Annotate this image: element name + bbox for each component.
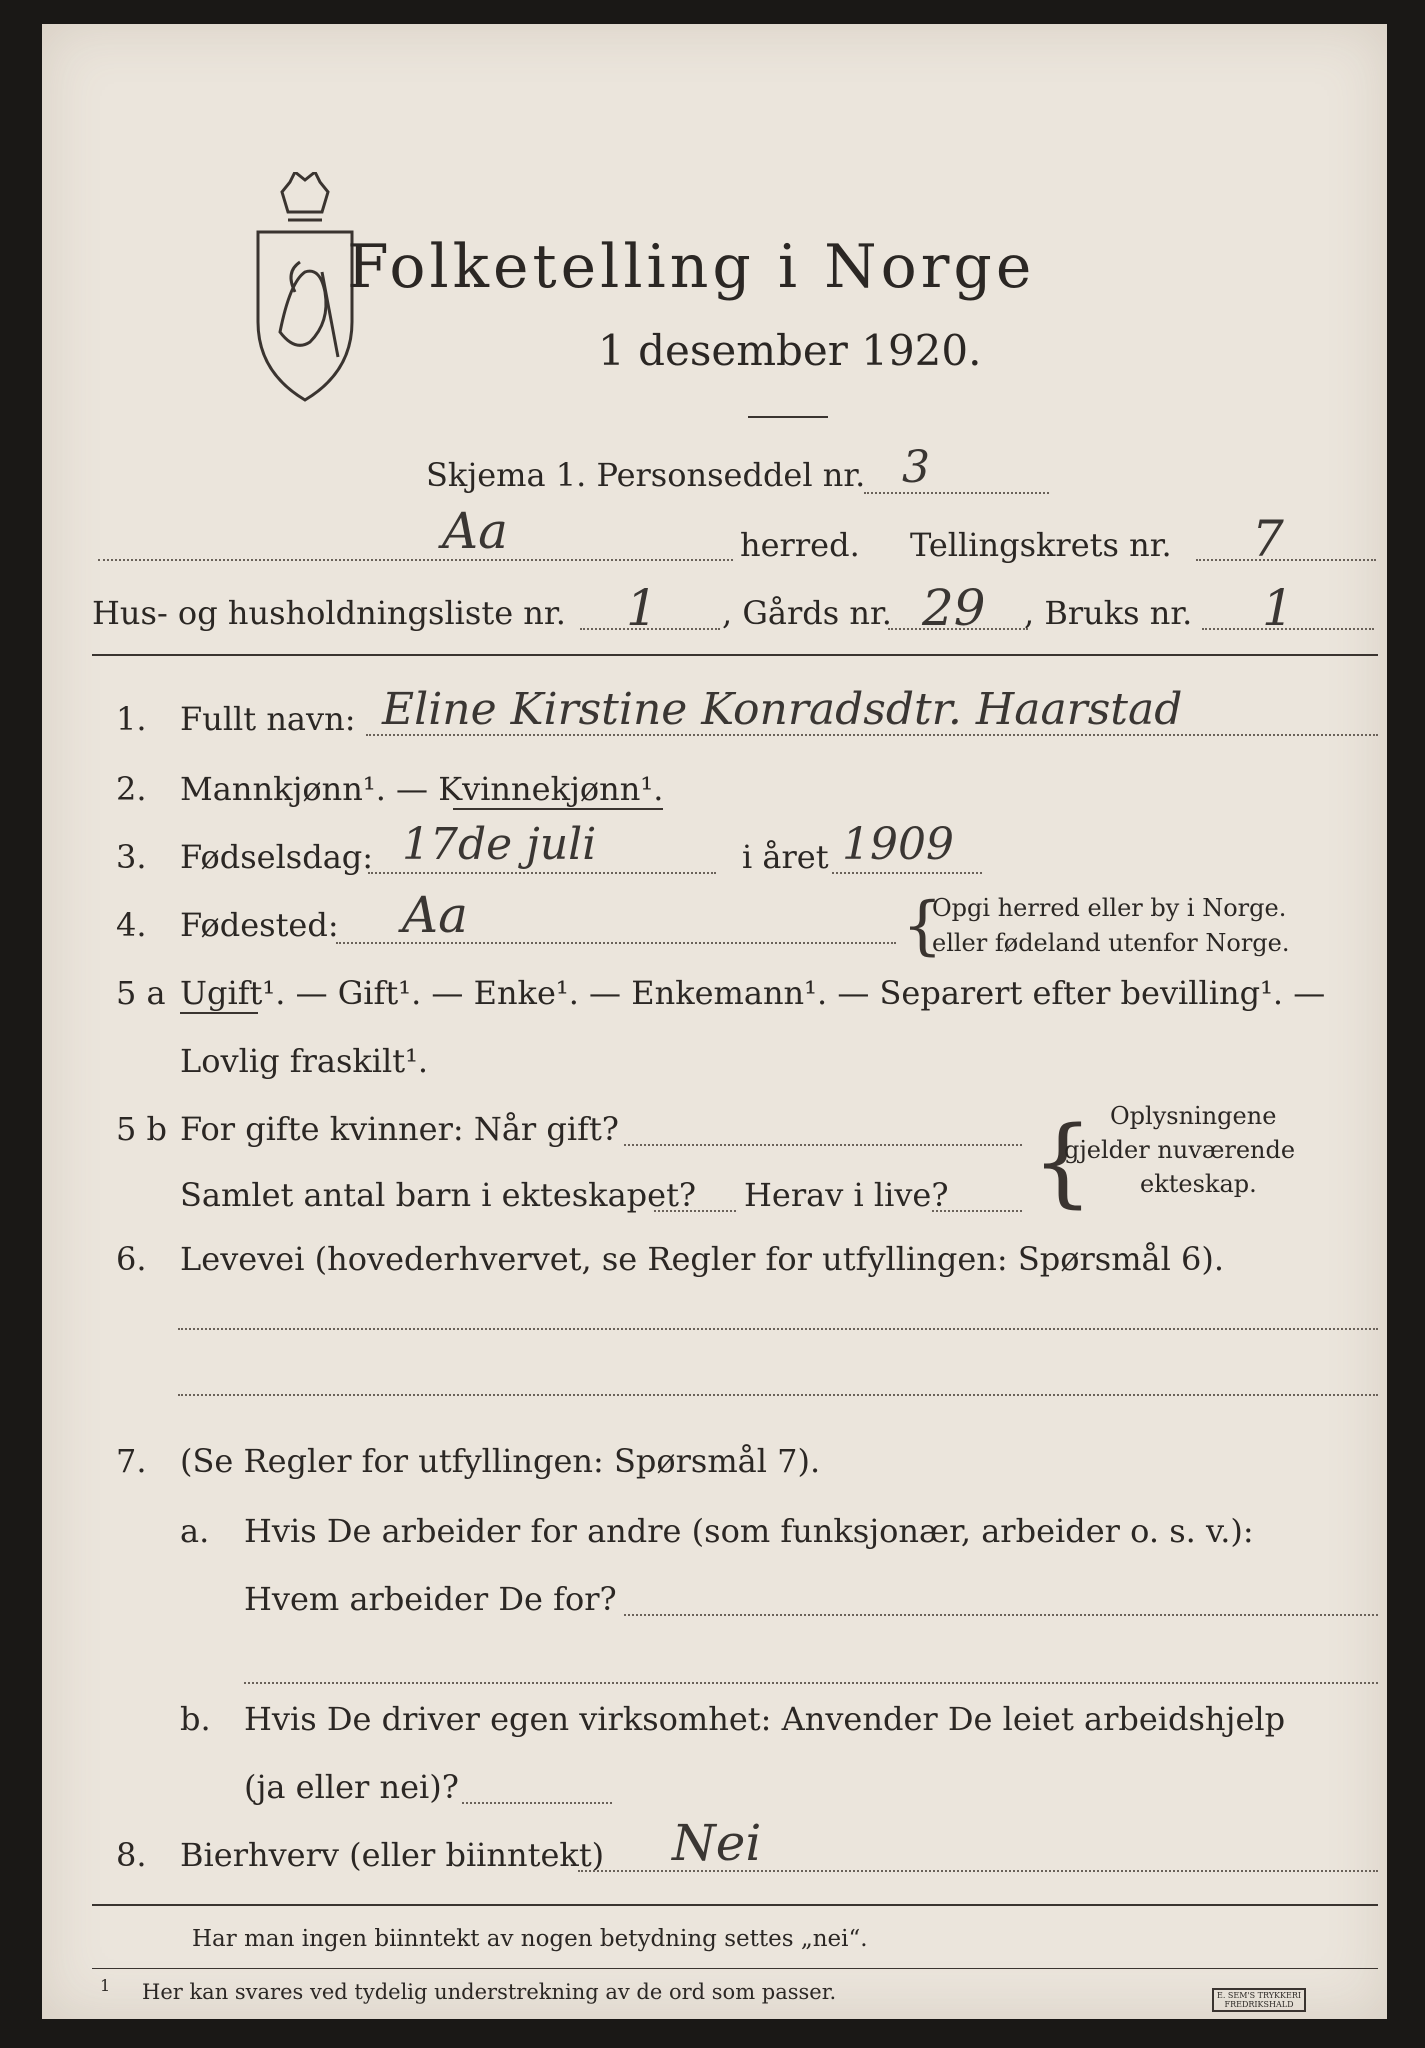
herred-label: herred. xyxy=(740,526,860,564)
footnote-divider xyxy=(92,1968,1378,1969)
tellingskrets-nr-field[interactable]: 7 xyxy=(1252,510,1284,568)
q7a-letter: a. xyxy=(180,1512,210,1550)
q2-number: 2. xyxy=(116,770,147,808)
q7b-line2: (ja eller nei)? xyxy=(244,1768,459,1806)
occupation-field-line1 xyxy=(178,1328,1378,1330)
norway-coat-of-arms-icon xyxy=(250,172,360,402)
q5b-note-line2: gjelder nuværende xyxy=(1064,1136,1296,1164)
occupation-field-line2 xyxy=(178,1394,1378,1396)
personseddel-nr-field[interactable]: 3 xyxy=(902,442,930,493)
herred-dots xyxy=(98,559,733,561)
married-when-field xyxy=(624,1144,1022,1146)
marital-status-options: Ugift¹. — Gift¹. — Enke¹. — Enkemann¹. — Separert efter bevilling¹. — xyxy=(180,974,1326,1012)
children-alive-field xyxy=(932,1210,1022,1212)
q3-year-label: i året xyxy=(742,838,829,876)
q3-number: 3. xyxy=(116,838,147,876)
footnote-mark: 1 xyxy=(100,1976,111,1995)
q4-label: Fødested: xyxy=(180,906,339,944)
hired-help-field xyxy=(462,1802,612,1804)
q5b-note-line1: Oplysningene xyxy=(1110,1102,1277,1130)
tellingskrets-dots xyxy=(1196,559,1376,561)
q5b-note-line3: ekteskap. xyxy=(1140,1170,1257,1198)
ugift-underline xyxy=(180,1012,258,1014)
bruks-nr-field[interactable]: 1 xyxy=(1262,579,1294,637)
birth-day-field[interactable]: 17de juli xyxy=(402,819,597,870)
q8-label: Bierhverv (eller biinntekt) xyxy=(180,1836,605,1874)
footer-divider xyxy=(92,1904,1378,1906)
q7a-line1: Hvis De arbeider for andre (som funksjonær, arbeider o. s. v.): xyxy=(244,1512,1254,1550)
q4-note-line1: Opgi herred eller by i Norge. xyxy=(932,894,1287,922)
q6-text: Levevei (hovederhvervet, se Regler for utfyllingen: Spørsmål 6). xyxy=(180,1240,1225,1278)
q7b-line1: Hvis De driver egen virksomhet: Anvender De leiet arbeidshjelp xyxy=(244,1700,1286,1738)
q5b-brace: { xyxy=(1032,1106,1094,1218)
footnote-text: Her kan svares ved tydelig understrekning av de ord som passer. xyxy=(142,1980,837,2004)
q5b-alive-label: Herav i live? xyxy=(744,1176,949,1214)
gards-label: , Gårds nr. xyxy=(722,594,892,632)
header-divider xyxy=(92,654,1378,656)
bruks-label: , Bruks nr. xyxy=(1024,594,1193,632)
q4-brace: { xyxy=(902,889,943,963)
q7-number: 7. xyxy=(116,1442,147,1480)
census-date: 1 desember 1920. xyxy=(598,326,982,375)
q5b-number: 5 b xyxy=(116,1110,168,1148)
q3-day-dots xyxy=(368,872,716,874)
q5b-children-label: Samlet antal barn i ekteskapet? xyxy=(180,1176,697,1214)
kvinnekjonn-underline xyxy=(453,808,663,810)
herred-field[interactable]: Aa xyxy=(442,502,508,560)
hus-nr-field[interactable]: 1 xyxy=(626,579,658,637)
form-title: Folketelling i Norge xyxy=(347,232,1036,302)
employer-field xyxy=(624,1614,1378,1616)
gards-nr-field[interactable]: 29 xyxy=(922,579,986,637)
full-name-field[interactable]: Eline Kirstine Konradsdtr. Haarstad xyxy=(382,684,1183,735)
q4-number: 4. xyxy=(116,906,147,944)
marital-status-line2: Lovlig fraskilt¹. xyxy=(180,1042,429,1080)
printer-stamp-line2: FREDRIKSHALD xyxy=(1224,2000,1294,2009)
printer-stamp xyxy=(1212,1988,1306,2012)
employer-field-line2 xyxy=(244,1682,1378,1684)
q1-label: Fullt navn: xyxy=(180,700,356,738)
q7a-line2: Hvem arbeider De for? xyxy=(244,1580,617,1618)
q5a-number: 5 a xyxy=(116,974,166,1012)
birth-year-field[interactable]: 1909 xyxy=(842,819,954,870)
q8-number: 8. xyxy=(116,1836,147,1874)
tellingskrets-label: Tellingskrets nr. xyxy=(910,526,1172,564)
children-count-field xyxy=(654,1210,736,1212)
gender-options: Mannkjønn¹. — Kvinnekjønn¹. xyxy=(180,770,664,808)
birthplace-field[interactable]: Aa xyxy=(402,886,468,944)
q7b-letter: b. xyxy=(180,1700,211,1738)
q5b-line1: For gifte kvinner: Når gift? xyxy=(180,1110,619,1148)
q7-text: (Se Regler for utfyllingen: Spørsmål 7). xyxy=(180,1442,821,1480)
q1-number: 1. xyxy=(116,700,147,738)
q3-year-dots xyxy=(832,872,982,874)
title-divider xyxy=(748,416,828,418)
personseddel-dots xyxy=(864,492,1049,494)
side-income-field[interactable]: Nei xyxy=(672,1814,762,1872)
q6-number: 6. xyxy=(116,1240,147,1278)
skjema-label: Skjema 1. Personseddel nr. xyxy=(426,456,866,494)
hus-label: Hus- og husholdningsliste nr. xyxy=(92,594,566,632)
census-form-page xyxy=(42,24,1387,2019)
printer-stamp-line1: E. SEM'S TRYKKERI xyxy=(1217,1991,1302,2000)
q3-label: Fødselsdag: xyxy=(180,838,374,876)
q4-note-line2: eller fødeland utenfor Norge. xyxy=(932,929,1290,957)
biinntekt-note: Har man ingen biinntekt av nogen betydning settes „nei“. xyxy=(192,1926,868,1952)
